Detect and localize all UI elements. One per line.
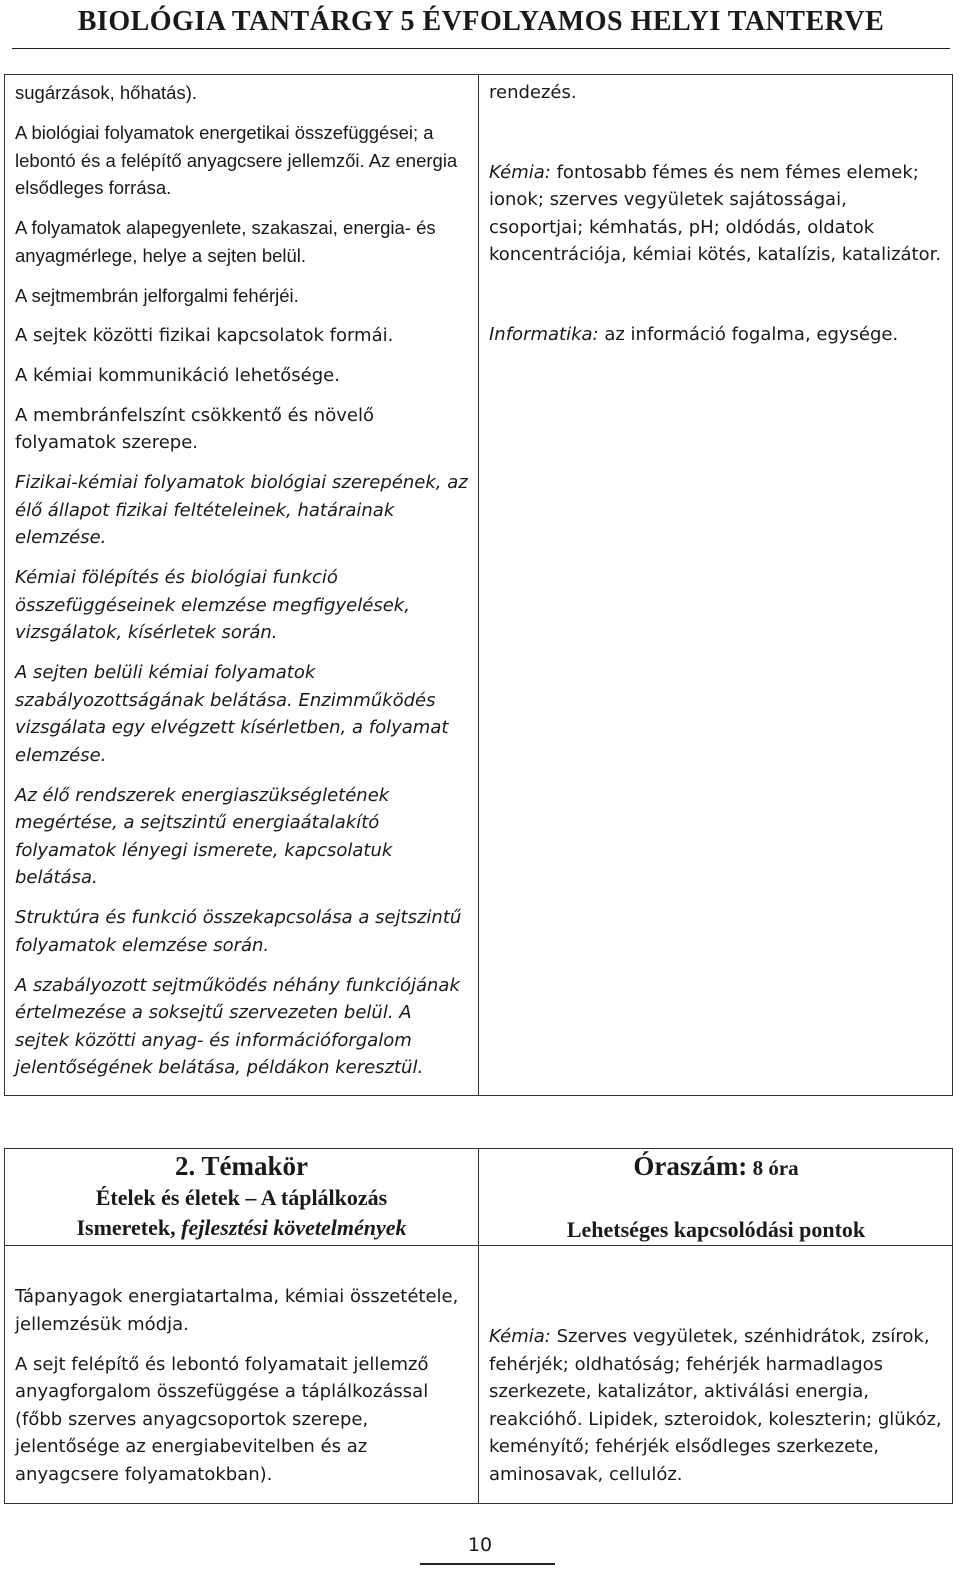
column-heading-left xyxy=(5,1213,478,1243)
curriculum-table-2 xyxy=(4,1148,953,1504)
table1-right-column xyxy=(489,79,944,361)
paragraph: A biológiai folyamatok energetikai összefüggései; a lebontó és a felépítő anyagcsere jellemzői. Az energia elsődleges forrása. xyxy=(15,122,458,198)
column-divider xyxy=(478,1149,479,1503)
paragraph: A folyamatok alapegyenlete, szakaszai, energia- és anyagmérlege, helye a sejten belül. xyxy=(15,217,436,266)
table1-left-column xyxy=(15,79,470,1094)
paragraph: Struktúra és funkció összekapcsolása a sejtszintű folyamatok elemzése során. xyxy=(15,907,462,956)
header-divider xyxy=(5,1245,952,1246)
paragraph: A sejtek közötti fizikai kapcsolatok formái. xyxy=(15,324,394,346)
table2-left-column xyxy=(15,1283,470,1501)
heading-part: Ismeretek, xyxy=(76,1215,182,1240)
topic-title: Ételek és életek – A táplálkozás xyxy=(95,1185,388,1210)
table2-right-column xyxy=(489,1323,944,1501)
paragraph: rendezés. xyxy=(489,82,577,103)
subject-label: Kémia: xyxy=(489,1326,551,1347)
paragraph: sugárzások, hőhatás). xyxy=(15,82,198,103)
paragraph: Az élő rendszerek energiaszükségletének megértése, a sejtszintű energiaátalakító folyamatok lényegi ismerete, kapcsolatuk belátása. xyxy=(15,784,393,888)
curriculum-table-1 xyxy=(4,74,953,1096)
page-header xyxy=(12,0,950,49)
informatika-connection xyxy=(489,321,944,349)
heading-part-italic: fejlesztési követelmények xyxy=(181,1215,407,1240)
paragraph: Kémiai fölépítés és biológiai funkció összefüggéseinek elemzése megfigyelések, vizsgálatok, kísérletek során. xyxy=(15,567,410,643)
paragraph: A sejt felépítő és lebontó folyamatait jellemző anyagforgalom összefüggése a táplálkozással (főbb szerves anyagcsoportok szerepe, jelentősége az energiabevitelben és az anyagcsere folyamatokban). xyxy=(15,1353,429,1485)
paragraph: Fizikai-kémiai folyamatok biológiai szerepének, az élő állapot fizikai feltételeinek, határainak elemzése. xyxy=(15,472,468,548)
paragraph: A membránfelszínt csökkentő és növelő folyamatok szerepe. xyxy=(15,404,374,453)
page-number: 10 xyxy=(467,1534,493,1556)
subject-text: az információ fogalma, egysége. xyxy=(598,323,899,345)
hours-label: Óraszám: xyxy=(633,1151,748,1181)
subject-text: Szerves vegyületek, szénhidrátok, zsírok, fehérjék; oldhatóság; fehérjék harmadlagos szerkezete, katalizátor, aktiválási energia, reakcióhő. Lipidek, szteroidok, koleszterin; glükóz, keményítő; fehérjék elsődleges szerkezete, aminosavak, cellulóz. xyxy=(489,1326,942,1485)
kemia-connection xyxy=(489,159,944,269)
footer-rule xyxy=(420,1563,555,1565)
paragraph: A kémiai kommunikáció lehetősége. xyxy=(15,364,340,386)
hours-header xyxy=(480,1149,952,1245)
subject-label: Kémia: xyxy=(489,161,551,183)
topic-number: 2. Témakör xyxy=(175,1151,308,1181)
hours-value: 8 óra xyxy=(747,1156,799,1180)
hours-line xyxy=(480,1149,952,1185)
paragraph: A sejten belüli kémiai folyamatok szabályozottságának belátása. Enzimműködés vizsgálata egy elvégzett kísérletben, a folyamat elemzése. xyxy=(15,662,449,766)
subject-text: fontosabb fémes és nem fémes elemek; ionok; szerves vegyületek sajátosságai, csoportjai; kémhatás, pH; oldódás, oldatok koncentrációja, kémiai kötés, katalízis, katalizátor. xyxy=(489,161,942,265)
paragraph: A szabályozott sejtműködés néhány funkciójának értelmezése a soksejtű szervezeten belül. A sejtek közötti anyag- és információforgalom jelentőségének belátása, példákon keresztül. xyxy=(15,974,460,1078)
kemia-connection xyxy=(489,1323,944,1488)
column-heading-right: Lehetséges kapcsolódási pontok xyxy=(566,1217,866,1242)
document-title: BIOLÓGIA TANTÁRGY 5 ÉVFOLYAMOS HELYI TANTERVE xyxy=(77,6,885,37)
paragraph: Tápanyagok energiatartalma, kémiai összetétele, jellemzésük módja. xyxy=(15,1286,459,1335)
column-divider xyxy=(478,75,479,1095)
topic-header xyxy=(5,1149,478,1243)
subject-label: Informatika: xyxy=(489,323,599,345)
paragraph: A sejtmembrán jelforgalmi fehérjéi. xyxy=(15,284,299,306)
